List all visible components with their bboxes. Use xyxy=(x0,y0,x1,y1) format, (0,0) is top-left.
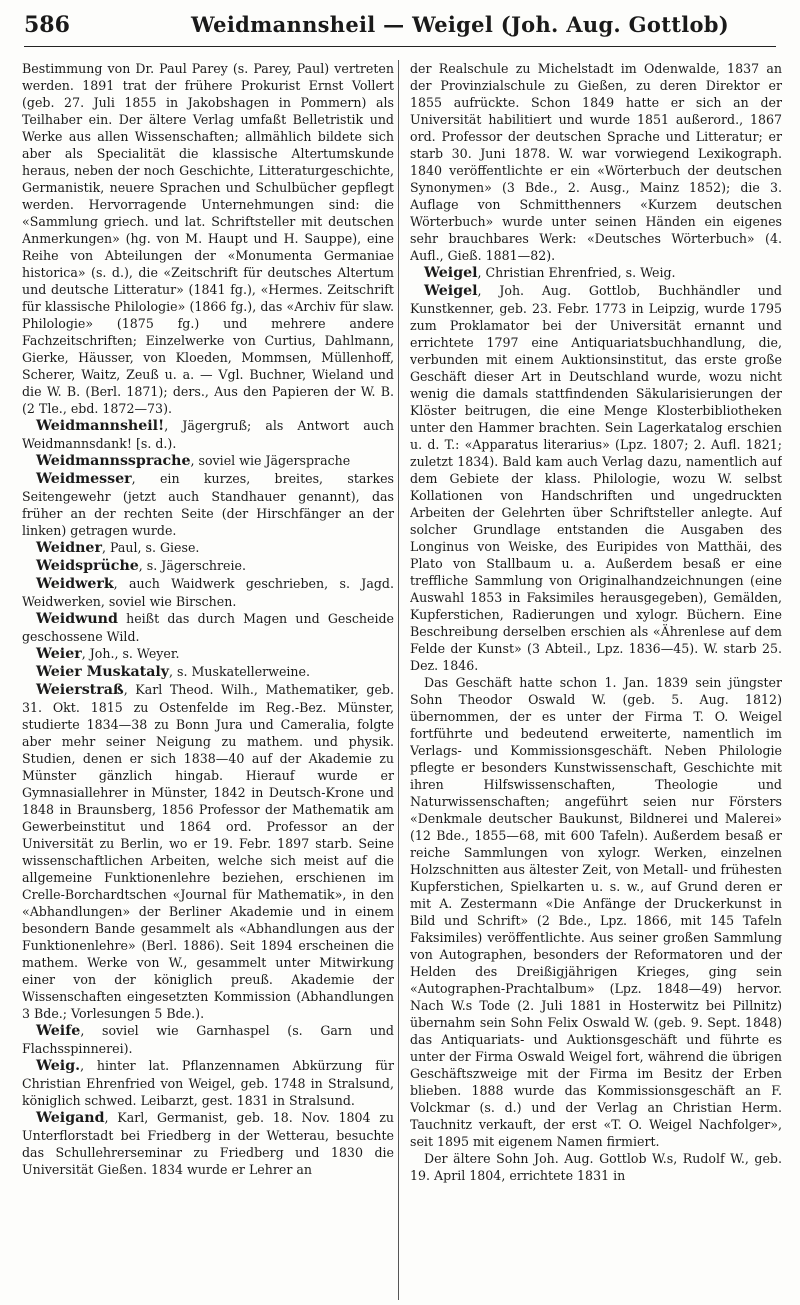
entry-headword: Weidner xyxy=(36,540,102,556)
dictionary-entry xyxy=(22,1022,394,1057)
entry-headword: Weigand xyxy=(36,1110,105,1126)
page-number: 586 xyxy=(24,12,70,38)
entry-text: , s. Muskatellerweine. xyxy=(169,664,311,679)
entry-text: heißt das durch Magen und Gescheide geschossene Wild. xyxy=(22,611,394,644)
entry-text: , soviel wie Garnhaspel (s. Garn und Flachsspinnerei). xyxy=(22,1023,394,1056)
entry-text: , ein kurzes, breites, starkes Seitengewehr (jetzt auch Standhauer genannt), das früher an der rechten Seite (der Hirschfänger an der linken) getragen wurde. xyxy=(22,471,394,538)
dictionary-entry xyxy=(410,282,782,674)
dictionary-entry xyxy=(22,681,394,1022)
dictionary-entry xyxy=(410,264,782,282)
entry-headword: Weife xyxy=(36,1023,81,1039)
entry-text: , auch Waidwerk geschrieben, s. Jagd. Weidwerken, soviel wie Birschen. xyxy=(22,576,394,609)
entry-headword: Weig. xyxy=(36,1058,81,1074)
entry-text: , Christian Ehrenfried, s. Weig. xyxy=(477,265,676,280)
entry-headword: Weidmannsheil! xyxy=(36,418,165,434)
entry-headword: Weidmesser xyxy=(36,471,132,487)
entry-text: , soviel wie Jägersprache xyxy=(190,453,351,468)
dictionary-entry xyxy=(22,575,394,610)
entry-text: , hinter lat. Pflanzennamen Abkürzung für Christian Ehrenfried von Weigel, geb. 1748 in Stralsund, königlich schwed. Leibarzt, gest. 1831 in Stralsund. xyxy=(22,1058,394,1108)
paragraph: Das Geschäft hatte schon 1. Jan. 1839 sein jüngster Sohn Theodor Oswald W. (geb. 5. Aug. 1812) übernommen, der es unter der Firma T. O. Weigel fortführte und bedeutend erweiterte, namentlich im Verlags- und Kommissionsgeschäft. Neben Philologie pflegte er besonders Kunstwissenschaft, Geschichte mit ihren Hilfswissenschaften, Theologie und Naturwissenschaften; angeführt seien nur Försters «Denkmale deutscher Baukunst, Bildnerei und Malerei» (12 Bde., 1855—68, mit 600 Tafeln). Außerdem besaß er reiche Sammlungen von xylogr. Werken, einzelnen Holzschnitten aus ältester Zeit, von Metall- und frühesten Kupferstichen, Spielkarten u. s. w., auf Grund deren er mit A. Zestermann «Die Anfänge der Druckerkunst in Bild und Schrift» (2 Bde., Lpz. 1866, mit 145 Tafeln Faksimiles) veröffentlichte. Aus seiner großen Sammlung von Autographen, besonders der Reformatoren und der Helden des Dreißigjährigen Krieges, ging sein «Autographen-Prachtalbum» (Lpz. 1848—49) hervor. Nach W.s Tode (2. Juli 1881 in Hosterwitz bei Pillnitz) übernahm sein Sohn Felix Oswald W. (geb. 9. Sept. 1848) das Antiquariats- und Auktionsgeschäft und führte es unter der Firma Oswald Weigel fort, während die übrigen Geschäftszweige mit der Firma im Besitz der Erben blieben. 1888 wurde das Kommissionsgeschäft an F. Volckmar (s. d.) und der Verlag an Christian Herm. Tauchnitz verkauft, der erst «T. O. Weigel Nachfolger», seit 1895 mit eigenem Namen firmiert. xyxy=(410,675,782,1149)
dictionary-entry xyxy=(22,557,394,575)
dictionary-entry xyxy=(22,1109,394,1178)
continued-text: Bestimmung von Dr. Paul Parey (s. Parey, Paul) vertreten werden. 1891 trat der frühere Prokurist Ernst Vollert (geb. 27. Juli 1855 in Jakobshagen in Pommern) als Teilhaber ein. Der ältere Verlag umfaßt Belletristik und Werke aus allen Wissenschaften; allmählich bildete sich aber als Specialität die klassische Altertumskunde heraus, neben der noch Geschichte, Litteraturgeschichte, Germanistik, neuere Sprachen und Schulbücher gepflegt werden. Hervorragende Unternehmungen sind: die «Sammlung griech. und lat. Schriftsteller mit deutschen Anmerkungen» (hg. von M. Haupt und H. Sauppe), eine Reihe von Abteilungen der «Monumenta Germaniae historica» (s. d.), die «Zeitschrift für deutsches Altertum und deutsche Litteratur» (1841 fg.), «Hermes. Zeitschrift für klassische Philologie» (1866 fg.), das «Archiv für slaw. Philologie» (1875 fg.) und mehrere andere Fachzeitschriften; Einzelwerke von Curtius, Dahlmann, Gierke, Häusser, von Kloeden, Mommsen, Müllenhoff, Scherer, Waitz, Zeuß u. a. — Vgl. Buchner, Wieland und die W. B. (Berl. 1871); ders., Aus den Papieren der W. B. (2 Tle., ebd. 1872—73). xyxy=(22,61,394,416)
column-divider xyxy=(398,60,399,1300)
dictionary-entry xyxy=(22,610,394,645)
left-column xyxy=(22,60,394,1300)
dictionary-entry xyxy=(22,663,394,681)
continued-text: der Realschule zu Michelstadt im Odenwalde, 1837 an der Provinzialschule zu Gießen, zu deren Direktor er 1855 aufrückte. Schon 1849 hatte er sich an der Universität habilitiert und wurde 1851 außerord., 1867 ord. Professor der deutschen Sprache und Litteratur; er starb 30. Juni 1878. W. war vorwiegend Lexikograph. 1840 veröffentlichte er ein «Wörterbuch der deutschen Synonymen» (3 Bde., 2. Ausg., Mainz 1852); die 3. Auflage von Schmitthenners «Kurzem deutschen Wörterbuch» wurde unter seinen Händen ein eigenes sehr brauchbares Werk: «Deutsches Wörterbuch» (4. Aufl., Gieß. 1881—82). xyxy=(410,61,782,263)
entry-headword: Weidwerk xyxy=(36,576,114,592)
dictionary-entry xyxy=(22,470,394,539)
page-header xyxy=(24,6,776,47)
right-column xyxy=(410,60,782,1300)
entry-headword: Weierstraß xyxy=(36,682,124,698)
entry-headword: Weier xyxy=(36,646,82,662)
entry-headword: Weier Muskataly xyxy=(36,664,170,680)
dictionary-entry xyxy=(22,452,394,470)
dictionary-entry xyxy=(22,539,394,557)
entry-text: , s. Jägerschreie. xyxy=(138,558,246,573)
entry-text: , Karl, Germanist, geb. 18. Nov. 1804 zu Unterflorstadt bei Friedberg in der Wetterau, besuchte das Schullehrerseminar zu Friedberg und 1830 die Universität Gießen. 1834 wurde er Lehrer an xyxy=(22,1110,394,1177)
entry-headword: Weidwund xyxy=(36,611,118,627)
entry-text: , Paul, s. Giese. xyxy=(101,540,200,555)
entry-headword: Weigel xyxy=(424,283,478,299)
entry-text: , Jägergruß; als Antwort auch Weidmannsdank! [s. d.). xyxy=(22,418,394,451)
dictionary-entry xyxy=(22,1057,394,1109)
entry-headword: Weidsprüche xyxy=(36,558,139,574)
entry-text: , Joh. Aug. Gottlob, Buchhändler und Kunstkenner, geb. 23. Febr. 1773 in Leipzig, wurde 1795 zum Proklamator bei der Universität ernannt und errichtete 1797 eine Antiquariatsbuchhandlung, die, verbunden mit einem Auktionsinstitut, das erste große Geschäft dieser Art in Deutschland wurde, wozu nicht wenig die damals stattfindenden Säkularisierungen der Klöster beitrugen, die eine Menge Klosterbibliotheken unter den Hammer brachten. Sein Lagerkatalog erschien u. d. T.: «Apparatus literarius» (Lpz. 1807; 2. Aufl. 1821; zuletzt 1834). Bald kam auch Verlag dazu, namentlich auf dem Gebiete der klass. Philologie, wozu W. selbst Kollationen von Handschriften und ungedruckten Arbeiten der Gelehrten über Schriftsteller anlegte. Auf solcher Grundlage entstanden die Ausgaben des Longinus von Weiske, des Euripides von Matthäi, des Plato von Stallbaum u. a. Außerdem besaß er eine treffliche Sammlung von Originalhandzeichnungen (eine Auswahl 1853 in Faksimiles herausgegeben), Gemälden, Kupferstichen, Radierungen und xylogr. Büchern. Eine Beschreibung derselben erschien als «Ährenlese auf dem Felde der Kunst» (3 Abteil., Lpz. 1836—45). W. starb 25. Dez. 1846. xyxy=(410,283,782,673)
entry-text: , Karl Theod. Wilh., Mathematiker, geb. 31. Okt. 1815 zu Ostenfelde im Reg.-Bez. Münster, studierte 1834—38 zu Bonn Jura und Cameralia, folgte aber mehr seiner Neigung zu mathem. und physik. Studien, denen er sich 1838—40 auf der Akademie zu Münster gänzlich hingab. Hierauf wurde er Gymnasiallehrer in Münster, 1842 in Deutsch-Krone und 1848 in Braunsberg, 1856 Professor der Mathematik am Gewerbeinstitut und 1864 ord. Professor an der Universität zu Berlin, wo er 19. Febr. 1897 starb. Seine wissenschaftlichen Arbeiten, welche sich meist auf die allgemeine Funktionenlehre beziehen, erschienen im Crelle-Borchardtschen «Journal für Mathematik», in den «Abhandlungen» der Berliner Akademie und in einem besondern Bande gesammelt als «Abhandlungen aus der Funktionenlehre» (Berl. 1886). Seit 1894 erscheinen die mathem. Werke von W., gesammelt unter Mitwirkung einer von der königlich preuß. Akademie der Wissenschaften eingesetzten Kommission (Abhandlungen 3 Bde.; Vorlesungen 5 Bde.). xyxy=(22,682,394,1021)
dictionary-entry xyxy=(22,645,394,663)
dictionary-entry xyxy=(22,417,394,452)
paragraph: Der ältere Sohn Joh. Aug. Gottlob W.s, Rudolf W., geb. 19. April 1804, errichtete 1831 in xyxy=(410,1151,782,1183)
entry-headword: Weigel xyxy=(424,265,478,281)
entry-text: , Joh., s. Weyer. xyxy=(81,646,180,661)
entry-headword: Weidmannssprache xyxy=(36,453,191,469)
running-head: Weidmannsheil — Weigel (Joh. Aug. Gottlob) xyxy=(190,12,729,37)
